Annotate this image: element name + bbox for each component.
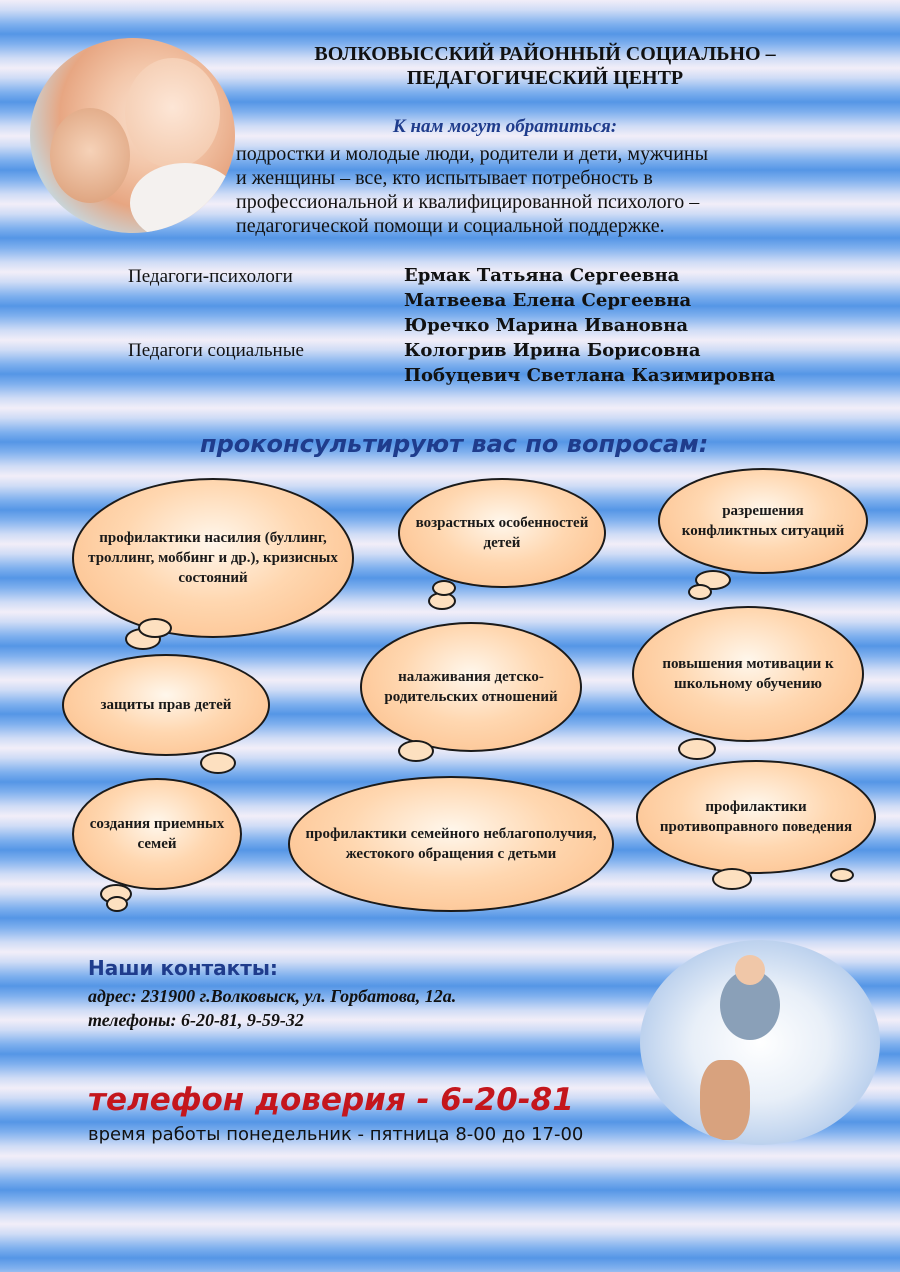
cloud-puff [678, 738, 716, 760]
staff-name: Юречко Марина Ивановна [404, 315, 688, 336]
cloud-puff [830, 868, 854, 882]
child-in-sky-photo [640, 940, 880, 1145]
topic-cloud-motivation: повышения мотивации к школьному обучению [632, 606, 864, 742]
cloud-puff [106, 896, 128, 912]
topic-cloud-conflicts: разрешения конфликтных ситуаций [658, 468, 868, 574]
title-line-2: ПЕДАГОГИЧЕСКИЙ ЦЕНТР [406, 67, 684, 89]
intro-line: и женщины – все, кто испытывает потребность в [236, 167, 653, 189]
cloud-puff [138, 618, 172, 638]
topic-cloud-family: профилактики семейного неблагополучия, жестокого обращения с детьми [288, 776, 614, 912]
title-line-1: ВОЛКОВЫССКИЙ РАЙОННЫЙ СОЦИАЛЬНО – [314, 43, 776, 65]
mother-child-photo [30, 38, 235, 233]
cloud-puff [398, 740, 434, 762]
mother-face [50, 108, 130, 203]
topic-cloud-violence: профилактики насилия (буллинг, троллинг, моббинг и др.), кризисных состояний [72, 478, 354, 638]
staff-name: Кологрив Ирина Борисовна [404, 340, 701, 361]
address: адрес: 231900 г.Волковыск, ул. Горбатова, 12а. [88, 986, 457, 1006]
phones: телефоны: 6-20-81, 9-59-32 [88, 1010, 304, 1030]
contacts-heading: Наши контакты: [88, 956, 278, 980]
hands [700, 1060, 750, 1140]
cloud-puff [200, 752, 236, 774]
psychologists-label: Педагоги-психологи [128, 266, 293, 287]
intro-line: профессиональной и квалифицированной психолого – [236, 191, 700, 213]
cloud-puff [432, 580, 456, 596]
topic-cloud-parent-child: налаживания детско-родительских отношений [360, 622, 582, 752]
topic-cloud-age: возрастных особенностей детей [398, 478, 606, 588]
audience-text [236, 142, 856, 238]
audience-heading: К нам могут обратиться: [392, 116, 618, 137]
social-pedagogues-label: Педагоги социальные [128, 340, 304, 361]
center-title [250, 42, 840, 90]
intro-line: педагогической помощи и социальной поддержке. [236, 215, 665, 237]
staff-name: Матвеева Елена Сергеевна [404, 290, 692, 311]
staff-name: Ермак Татьяна Сергеевна [404, 265, 680, 286]
staff-name: Побуцевич Светлана Казимировна [404, 365, 776, 386]
child-head [735, 955, 765, 985]
hotline: телефон доверия - 6-20-81 [88, 1082, 574, 1118]
child-face [125, 58, 220, 168]
cloud-puff [712, 868, 752, 890]
child-clothes [130, 163, 235, 233]
consult-heading: проконсультируют вас по вопросам: [200, 430, 709, 458]
working-hours: время работы понедельник - пятница 8-00 до 17-00 [88, 1124, 584, 1145]
intro-line: подростки и молодые люди, родители и дети, мужчины [236, 143, 709, 165]
cloud-puff [688, 584, 712, 600]
topic-cloud-delinquency: профилактики противоправного поведения [636, 760, 876, 874]
topic-cloud-foster: создания приемных семей [72, 778, 242, 890]
topic-cloud-child-rights: защиты прав детей [62, 654, 270, 756]
